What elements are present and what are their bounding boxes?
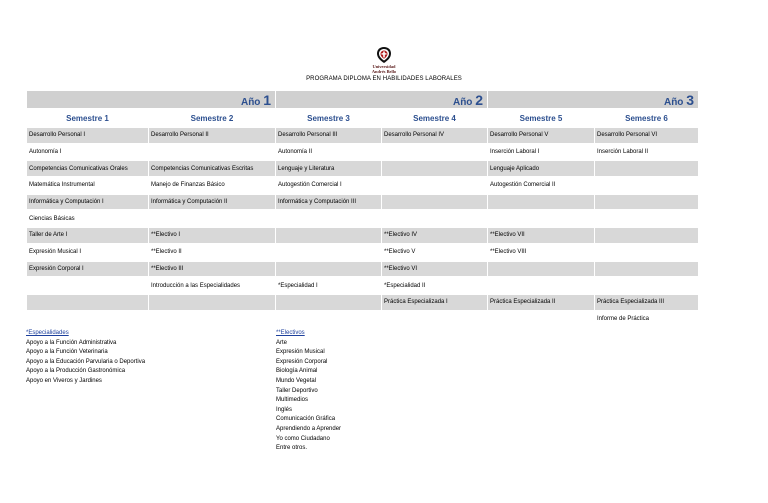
course-rows bbox=[27, 127, 699, 327]
course-cell: **Electivo I bbox=[149, 227, 276, 244]
empty-cell bbox=[595, 194, 699, 211]
course-cell: Práctica Especializada III bbox=[595, 294, 699, 311]
empty-cell bbox=[382, 177, 488, 194]
course-cell: Expresión Musical I bbox=[27, 244, 149, 261]
course-cell: Informática y Computación II bbox=[149, 194, 276, 211]
course-cell: Taller de Arte I bbox=[27, 227, 149, 244]
empty-cell bbox=[276, 244, 382, 261]
list-item: Apoyo a la Educación Parvularia o Deportiva bbox=[26, 358, 146, 365]
electivos-title: **Electivos bbox=[276, 330, 305, 336]
course-cell: Autonomía I bbox=[27, 144, 149, 161]
semester-3-header: Semestre 3 bbox=[276, 109, 382, 127]
list-item: Apoyo a la Función Administrativa bbox=[26, 339, 117, 346]
empty-cell bbox=[276, 261, 382, 278]
course-cell: *Especialidad I bbox=[276, 277, 382, 294]
list-item: Expresión Musical bbox=[276, 349, 325, 356]
course-cell: Práctica Especializada I bbox=[382, 294, 488, 311]
semester-4-header: Semestre 4 bbox=[382, 109, 488, 127]
program-title: PROGRAMA DIPLOMA EN HABILIDADES LABORALES bbox=[306, 76, 462, 82]
empty-cell bbox=[276, 294, 382, 311]
course-cell: Informática y Computación III bbox=[276, 194, 382, 211]
list-item: Expresión Corporal bbox=[276, 358, 328, 365]
course-cell: Autogestión Comercial I bbox=[276, 177, 382, 194]
table-row bbox=[27, 294, 699, 311]
empty-cell bbox=[595, 177, 699, 194]
course-cell: Introducción a las Especialidades bbox=[149, 277, 276, 294]
course-cell: Lenguaje y Literatura bbox=[276, 160, 382, 177]
list-item: Apoyo en Viveros y Jardines bbox=[26, 377, 102, 384]
empty-cell bbox=[276, 227, 382, 244]
list-item: Entre otros. bbox=[276, 445, 308, 452]
list-item: Apoyo a la Función Veterinaria bbox=[26, 349, 108, 356]
year-2-header: Año 2 bbox=[276, 91, 488, 109]
electivos-list bbox=[276, 339, 341, 454]
course-cell: Desarrollo Personal VI bbox=[595, 127, 699, 144]
empty-cell bbox=[382, 210, 488, 227]
empty-cell bbox=[27, 294, 149, 311]
empty-cell bbox=[27, 277, 149, 294]
semester-5-header: Semestre 5 bbox=[488, 109, 595, 127]
list-item: Multimedios bbox=[276, 397, 309, 404]
empty-cell bbox=[488, 261, 595, 278]
course-cell: Competencias Comunicativas Orales bbox=[27, 160, 149, 177]
table-row bbox=[27, 227, 699, 244]
table-row bbox=[27, 127, 699, 144]
empty-cell bbox=[488, 311, 595, 328]
empty-cell bbox=[27, 311, 149, 328]
empty-cell bbox=[382, 194, 488, 211]
course-cell: **Electivo VIII bbox=[488, 244, 595, 261]
course-cell: Desarrollo Personal I bbox=[27, 127, 149, 144]
empty-cell bbox=[149, 210, 276, 227]
list-item: Biología Animal bbox=[276, 368, 318, 375]
empty-cell bbox=[595, 261, 699, 278]
empty-cell bbox=[276, 210, 382, 227]
table-row bbox=[27, 144, 699, 161]
course-cell: **Electivo V bbox=[382, 244, 488, 261]
semester-6-header: Semestre 6 bbox=[595, 109, 699, 127]
table-row bbox=[27, 244, 699, 261]
course-cell: **Electivo VI bbox=[382, 261, 488, 278]
empty-cell bbox=[488, 210, 595, 227]
list-item: Comunicación Gráfica bbox=[276, 416, 336, 423]
empty-cell bbox=[595, 244, 699, 261]
empty-cell bbox=[595, 210, 699, 227]
course-cell: Desarrollo Personal III bbox=[276, 127, 382, 144]
especialidades-note bbox=[26, 329, 145, 387]
table-row bbox=[27, 194, 699, 211]
year-3-header: Año 3 bbox=[488, 91, 699, 109]
empty-cell bbox=[382, 311, 488, 328]
course-cell: Ciencias Básicas bbox=[27, 210, 149, 227]
table-row bbox=[27, 160, 699, 177]
especialidades-title: *Especialidades bbox=[26, 330, 69, 336]
empty-cell bbox=[149, 294, 276, 311]
course-cell: Desarrollo Personal IV bbox=[382, 127, 488, 144]
document-header bbox=[0, 46, 768, 83]
list-item: Mundo Vegetal bbox=[276, 377, 317, 384]
year-1-header: Año 1 bbox=[27, 91, 276, 109]
course-cell: Autonomía II bbox=[276, 144, 382, 161]
course-cell: **Electivo VII bbox=[488, 227, 595, 244]
list-item: Yo como Ciudadano bbox=[276, 435, 330, 442]
empty-cell bbox=[595, 227, 699, 244]
course-cell: Informe de Práctica bbox=[595, 311, 699, 328]
empty-cell bbox=[276, 311, 382, 328]
course-cell: Informática y Computación I bbox=[27, 194, 149, 211]
semester-1-header: Semestre 1 bbox=[27, 109, 149, 127]
course-cell: Manejo de Finanzas Básico bbox=[149, 177, 276, 194]
list-item: Arte bbox=[276, 339, 288, 346]
semester-header-row bbox=[27, 109, 699, 127]
table-row bbox=[27, 277, 699, 294]
table-row bbox=[27, 311, 699, 328]
empty-cell bbox=[595, 160, 699, 177]
course-cell: Desarrollo Personal V bbox=[488, 127, 595, 144]
table-row bbox=[27, 261, 699, 278]
table-row bbox=[27, 177, 699, 194]
curriculum-table bbox=[26, 91, 699, 328]
empty-cell bbox=[382, 160, 488, 177]
table-row bbox=[27, 210, 699, 227]
course-cell: Lenguaje Aplicado bbox=[488, 160, 595, 177]
course-cell: *Especialidad II bbox=[382, 277, 488, 294]
list-item: Aprendiendo a Aprender bbox=[276, 425, 342, 432]
especialidades-list bbox=[26, 339, 145, 387]
course-cell: Inserción Laboral II bbox=[595, 144, 699, 161]
empty-cell bbox=[488, 277, 595, 294]
empty-cell bbox=[595, 277, 699, 294]
list-item: Inglés bbox=[276, 406, 293, 413]
empty-cell bbox=[149, 144, 276, 161]
course-cell: Expresión Corporal I bbox=[27, 261, 149, 278]
course-cell: Matemática Instrumental bbox=[27, 177, 149, 194]
course-cell: **Electivo III bbox=[149, 261, 276, 278]
university-logo-icon bbox=[376, 46, 392, 64]
logo-text-university: Universidad bbox=[372, 64, 396, 69]
course-cell: **Electivo IV bbox=[382, 227, 488, 244]
course-cell: **Electivo II bbox=[149, 244, 276, 261]
course-cell: Competencias Comunicativas Escritas bbox=[149, 160, 276, 177]
empty-cell bbox=[382, 144, 488, 161]
electivos-note bbox=[276, 329, 341, 454]
logo-text-name: Andrés Bello bbox=[371, 69, 397, 74]
list-item: Apoyo a la Producción Gastronómica bbox=[26, 368, 126, 375]
empty-cell bbox=[149, 311, 276, 328]
course-cell: Autogestión Comercial II bbox=[488, 177, 595, 194]
course-cell: Desarrollo Personal II bbox=[149, 127, 276, 144]
course-cell: Práctica Especializada II bbox=[488, 294, 595, 311]
year-header-row bbox=[27, 91, 699, 109]
empty-cell bbox=[488, 194, 595, 211]
list-item: Taller Deportivo bbox=[276, 387, 318, 394]
course-cell: Inserción Laboral I bbox=[488, 144, 595, 161]
semester-2-header: Semestre 2 bbox=[149, 109, 276, 127]
